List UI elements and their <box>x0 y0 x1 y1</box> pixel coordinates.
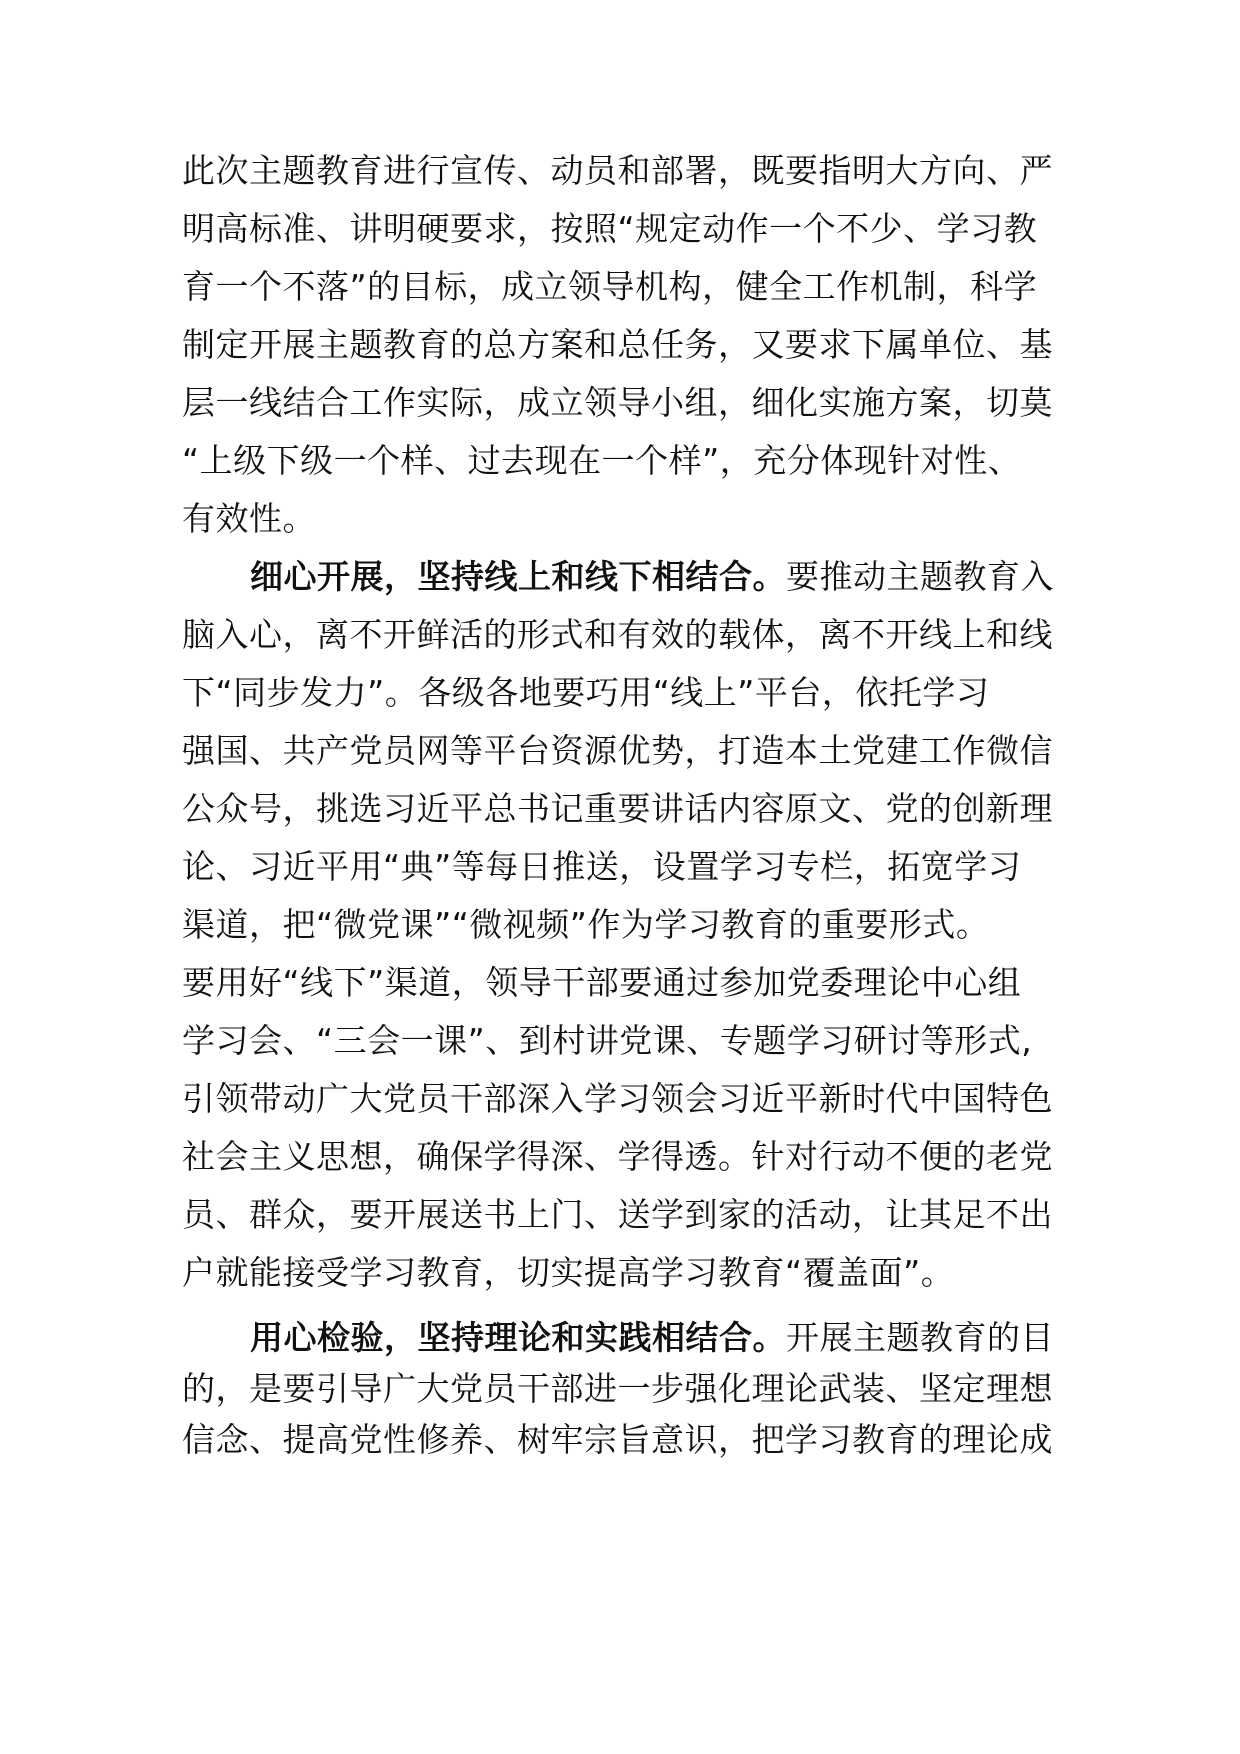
paragraph-2-line-3: 下“同步发力”。各级各地要巧用“线上”平台，依托学习 <box>182 673 990 712</box>
paragraph-3-line-1 <box>250 1318 1054 1358</box>
paragraph-2-line-12: 员、群众，要开展送书上门、送学到家的活动，让其足不出 <box>182 1195 1053 1234</box>
paragraph-2-first-line-rest: 要推动主题教育入 <box>786 557 1054 596</box>
paragraph-2-line-11: 社会主义思想，确保学得深、学得透。针对行动不便的老党 <box>182 1137 1053 1176</box>
paragraph-2-line-1 <box>250 557 1054 597</box>
paragraph-3-first-line-rest: 开展主题教育的目 <box>786 1318 1054 1357</box>
paragraph-1-line-7: 有效性。 <box>182 499 316 538</box>
paragraph-1-line-5: 层一线结合工作实际，成立领导小组，细化实施方案，切莫 <box>182 383 1053 422</box>
paragraph-2-line-6: 论、习近平用“典”等每日推送，设置学习专栏，拓宽学习 <box>182 847 1022 886</box>
paragraph-1-line-2: 明高标准、讲明硬要求，按照“规定动作一个不少、学习教 <box>182 209 1038 248</box>
paragraph-2-line-13: 户就能接受学习教育，切实提高学习教育“覆盖面”。 <box>182 1253 955 1292</box>
paragraph-3-heading: 用心检验，坚持理论和实践相结合。 <box>250 1318 786 1357</box>
paragraph-1-line-4: 制定开展主题教育的总方案和总任务，又要求下属单位、基 <box>182 325 1053 364</box>
paragraph-2-line-2: 脑入心，离不开鲜活的形式和有效的载体，离不开线上和线 <box>182 615 1053 654</box>
paragraph-1-line-6: “上级下级一个样、过去现在一个样”，充分体现针对性、 <box>182 441 1022 480</box>
paragraph-1-line-1: 此次主题教育进行宣传、动员和部署，既要指明大方向、严 <box>182 151 1053 190</box>
paragraph-3-line-3: 信念、提高党性修养、树牢宗旨意识，把学习教育的理论成 <box>182 1420 1053 1459</box>
paragraph-2-line-5: 公众号，挑选习近平总书记重要讲话内容原文、党的创新理 <box>182 789 1053 828</box>
paragraph-1-line-3: 育一个不落”的目标，成立领导机构，健全工作机制，科学 <box>182 267 1038 306</box>
paragraph-2-line-10: 引领带动广大党员干部深入学习领会习近平新时代中国特色 <box>182 1079 1053 1118</box>
paragraph-2-line-7: 渠道，把“微党课”“微视频”作为学习教育的重要形式。 <box>182 905 990 944</box>
paragraph-2-line-4: 强国、共产党员网等平台资源优势，打造本土党建工作微信 <box>182 731 1053 770</box>
paragraph-2-line-8: 要用好“线下”渠道，领导干部要通过参加党委理论中心组 <box>182 963 1022 1002</box>
paragraph-2-line-9: 学习会、“三会一课”、到村讲党课、专题学习研讨等形式, <box>182 1021 1033 1060</box>
paragraph-3-line-2: 的，是要引导广大党员干部进一步强化理论武装、坚定理想 <box>182 1369 1053 1408</box>
paragraph-2-heading: 细心开展，坚持线上和线下相结合。 <box>250 557 786 596</box>
